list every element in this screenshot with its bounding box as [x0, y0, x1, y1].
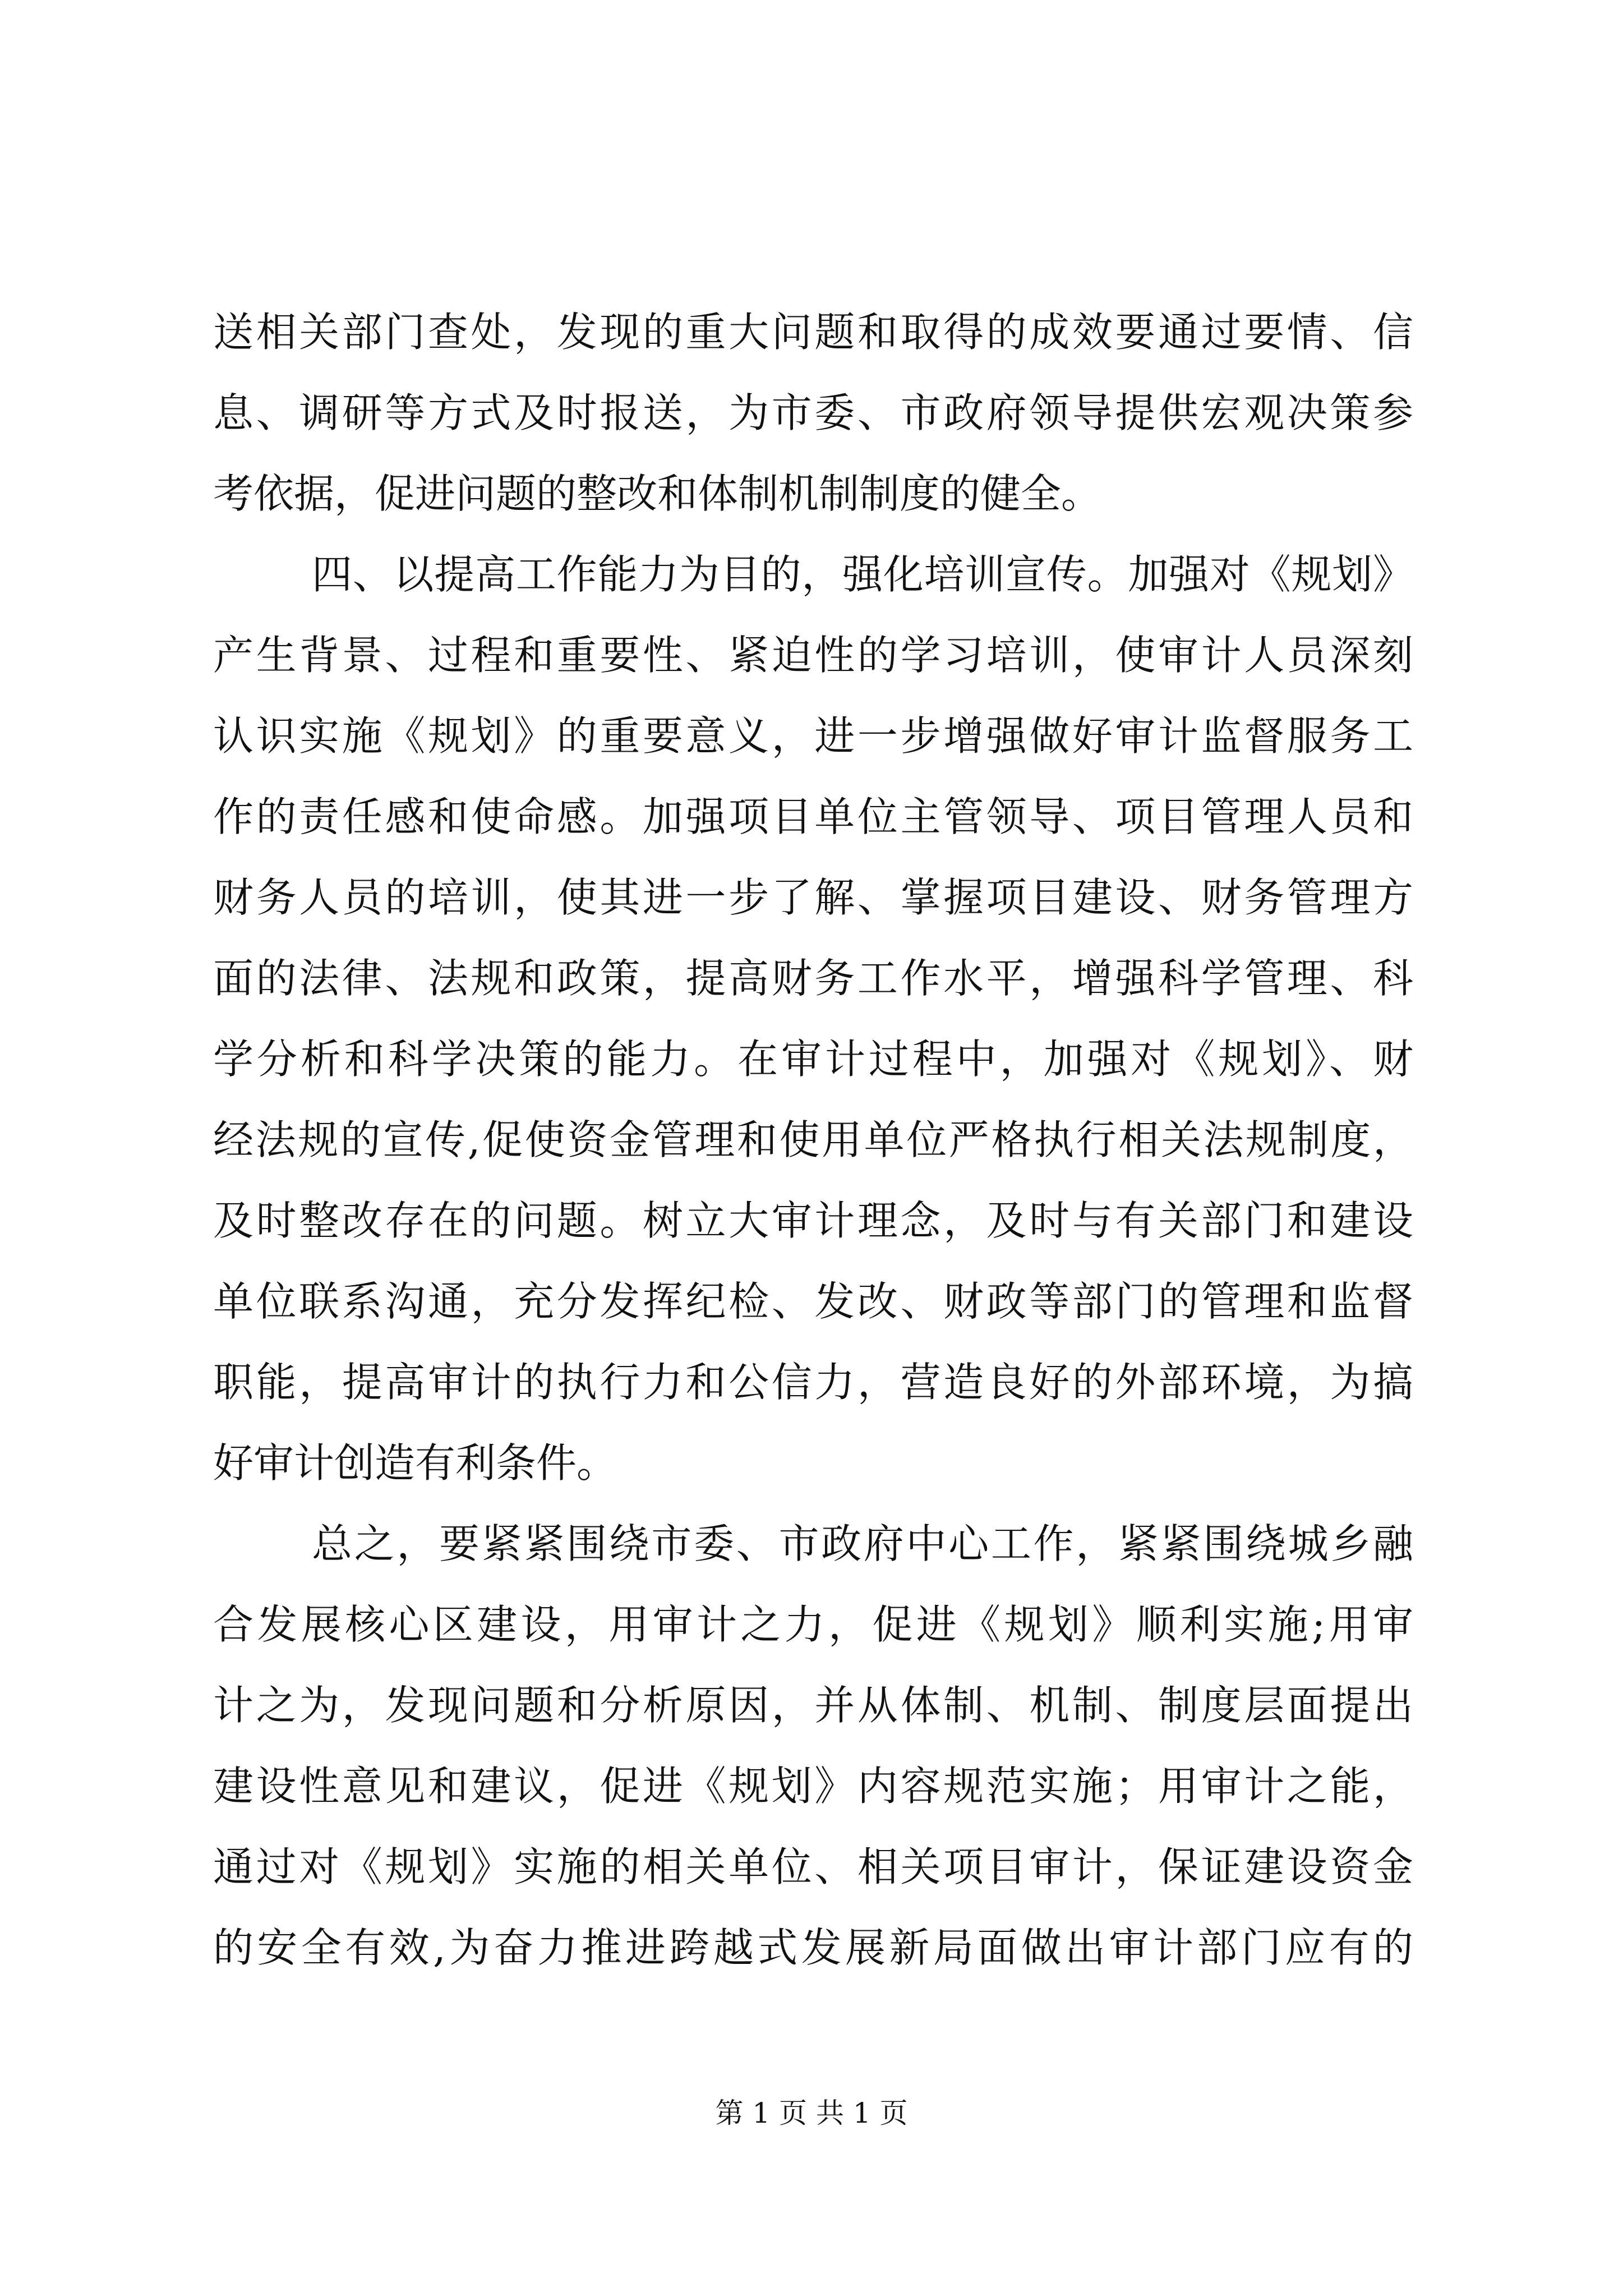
paragraph — [213, 534, 1413, 1503]
paragraph — [213, 292, 1413, 534]
text-line: 单位联系沟通，充分发挥纪检、发改、财政等部门的管理和监督 — [213, 1278, 1413, 1325]
text-line: 建设性意见和建议，促进《规划》内容规范实施；用审计之能， — [213, 1763, 1413, 1810]
text-line: 好审计创造有利条件。 — [213, 1439, 617, 1487]
text-line: 送相关部门查处，发现的重大问题和取得的成效要通过要情、信 — [213, 309, 1413, 356]
text-line: 面的法律、法规和政策，提高财务工作水平，增强科学管理、科 — [213, 955, 1413, 1002]
text-line: 学分析和科学决策的能力。在审计过程中，加强对《规划》、财 — [213, 1036, 1413, 1083]
page-footer — [0, 2093, 1623, 2133]
text-line: 财务人员的培训，使其进一步了解、掌握项目建设、财务管理方 — [213, 874, 1413, 921]
text-line: 认识实施《规划》的重要意义，进一步增强做好审计监督服务工 — [213, 712, 1413, 760]
text-line: 总之，要紧紧围绕市委、市政府中心工作，紧紧围绕城乡融 — [312, 1520, 1413, 1567]
paragraph — [213, 1503, 1413, 1988]
text-line: 合发展核心区建设，用审计之力，促进《规划》顺利实施;用审 — [213, 1601, 1413, 1648]
page-number-label: 第 1 页 共 1 页 — [715, 2097, 908, 2129]
text-line: 四、以提高工作能力为目的，强化培训宣传。加强对《规划》 — [312, 551, 1413, 598]
text-line: 作的责任感和使命感。加强项目单位主管领导、项目管理人员和 — [213, 793, 1413, 840]
text-line: 产生背景、过程和重要性、紧迫性的学习培训，使审计人员深刻 — [213, 632, 1413, 679]
text-line: 的安全有效,为奋力推进跨越式发展新局面做出审计部门应有的 — [213, 1924, 1413, 1971]
text-line: 考依据，促进问题的整改和体制机制制度的健全。 — [213, 470, 1102, 517]
text-line: 及时整改存在的问题。树立大审计理念，及时与有关部门和建设 — [213, 1197, 1413, 1244]
text-line: 息、调研等方式及时报送，为市委、市政府领导提供宏观决策参 — [213, 389, 1413, 436]
document-body — [213, 292, 1413, 1988]
text-line: 经法规的宣传,促使资金管理和使用单位严格执行相关法规制度， — [213, 1116, 1413, 1163]
text-line: 通过对《规划》实施的相关单位、相关项目审计，保证建设资金 — [213, 1843, 1413, 1890]
text-line: 计之为，发现问题和分析原因，并从体制、机制、制度层面提出 — [213, 1682, 1413, 1729]
text-line: 职能，提高审计的执行力和公信力，营造良好的外部环境，为搞 — [213, 1359, 1413, 1406]
